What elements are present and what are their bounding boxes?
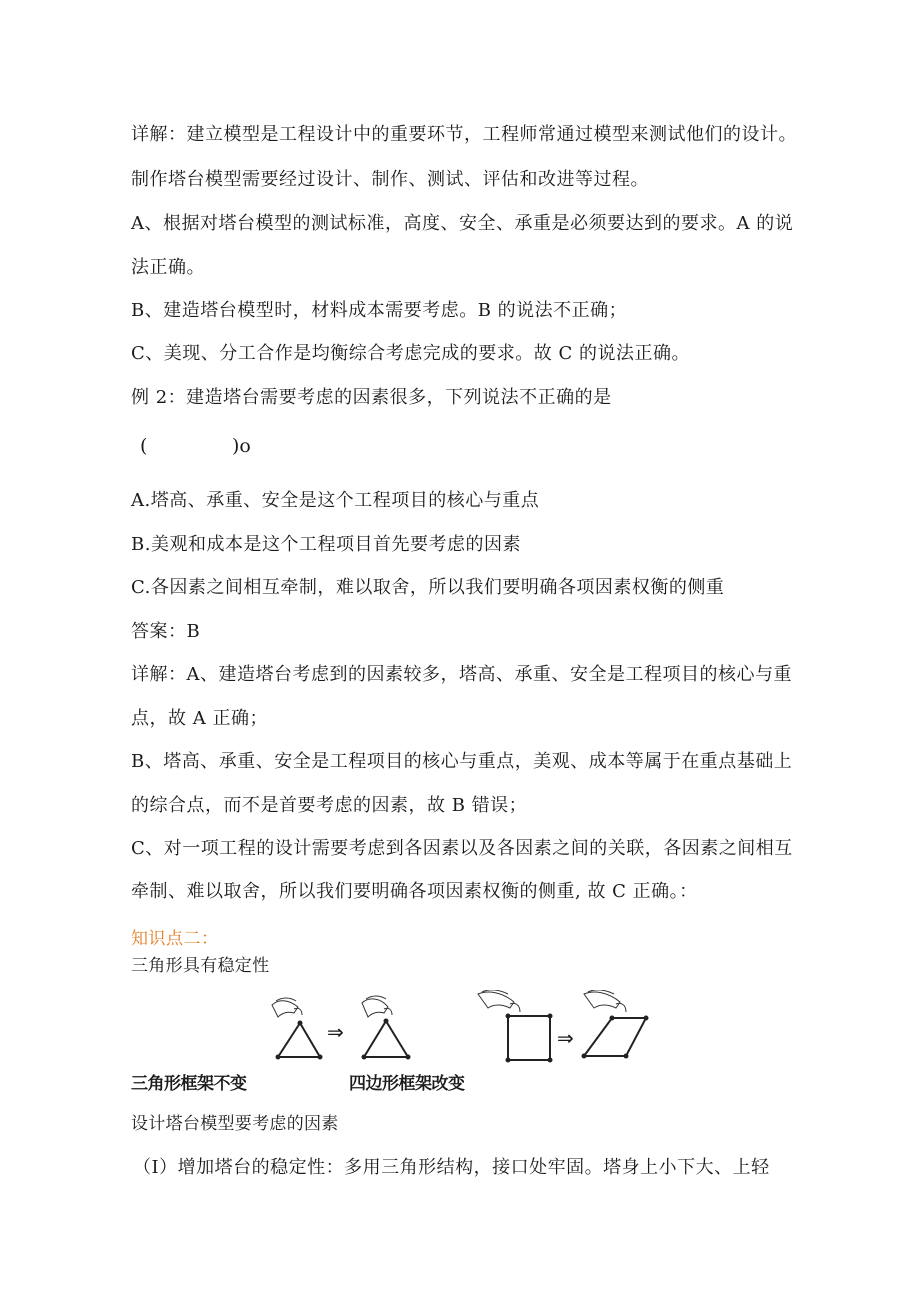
option-a: A.塔高、承重、安全是这个工程项目的核心与重点 <box>131 490 540 511</box>
paragraph-line: 制作塔台模型需要经过设计、制作、测试、评估和改进等过程。 <box>131 169 649 190</box>
paragraph-line: C、对一项工程的设计需要考虑到各因素以及各因素之间的关联，各因素之间相互 <box>131 838 793 859</box>
paragraph-line: 的综合点，而不是首要考虑的因素，故 B 错误； <box>131 795 528 816</box>
paragraph-line: 牵制、难以取舍，所以我们要明确各项因素权衡的侧重, 故 C 正确。： <box>131 881 698 902</box>
paragraph-line: B、建造塔台模型时，材料成本需要考虑。B 的说法不正确； <box>131 300 628 321</box>
paragraph-line: A、根据对塔台模型的测试标准，高度、安全、承重是必须要达到的要求。A 的说 <box>131 213 794 234</box>
triangle-frame-after-figure <box>350 995 416 1065</box>
paragraph-line: C、美现、分工合作是均衡综合考虑完成的要求。故 C 的说法正确。 <box>131 343 690 364</box>
paragraph-line: B、塔高、承重、安全是工程项目的核心与重点，美观、成本等属于在重点基础上 <box>131 751 793 772</box>
paragraph-line: 详解：A、建造塔台考虑到的因素较多，塔高、承重、安全是工程项目的核心与重 <box>131 664 792 685</box>
transform-arrow-icon: ⇒ <box>327 1020 344 1044</box>
paragraph-line: 详解：建立模型是工程设计中的重要环节，工程师常通过模型来测试他们的设计。 <box>131 124 797 145</box>
question-stem: 例 2：建造塔台需要考虑的因素很多，下列说法不正确的是 <box>131 387 612 408</box>
paragraph-line: 点，故 A 正确； <box>131 708 268 729</box>
transform-arrow-icon: ⇒ <box>557 1026 574 1050</box>
option-b: B.美观和成本是这个工程项目首先要考虑的因素 <box>131 534 521 555</box>
subheading: 设计塔台模型要考虑的因素 <box>131 1114 339 1134</box>
square-frame-before-figure <box>472 990 562 1066</box>
paragraph-line: （I）增加塔台的稳定性：多用三角形结构，接口处牢固。塔身上小下大、上轻 <box>133 1157 770 1178</box>
square-frame-after-figure <box>578 990 654 1066</box>
paragraph-line: 法正确。 <box>131 257 205 278</box>
figure-caption-triangle: 三角形框架不变 <box>131 1074 247 1094</box>
figure-caption-square: 四边形框架改变 <box>349 1074 465 1094</box>
section-heading: 知识点二： <box>131 929 219 949</box>
subheading: 三角形具有稳定性 <box>131 956 270 976</box>
option-c: C.各因素之间相互牵制，难以取舍，所以我们要明确各项因素权衡的侧重 <box>131 577 725 598</box>
answer-blank: ( )o <box>140 435 251 457</box>
triangle-frame-before-figure <box>268 995 328 1065</box>
answer-line: 答案：B <box>131 621 201 642</box>
